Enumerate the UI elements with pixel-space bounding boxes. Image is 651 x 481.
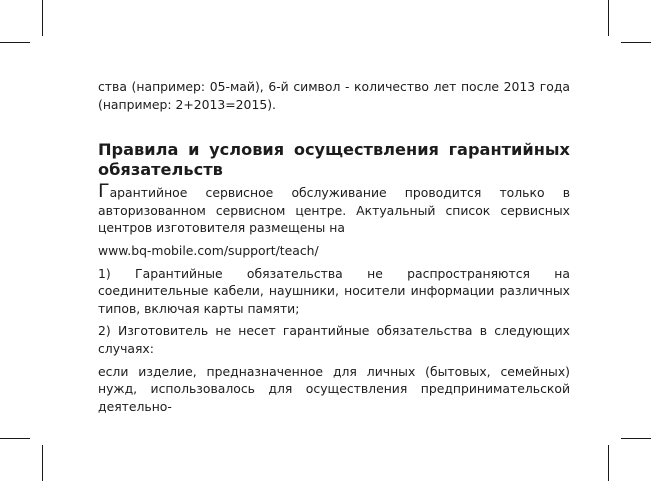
- crop-mark-bottom-right-v: [608, 445, 609, 481]
- crop-mark-top-right-h: [621, 42, 651, 43]
- case-1-paragraph: если изделие, предназначенное для личных (бытовых, семейных) нужд, использовалось для осуществления предпринимательской деятельно-: [98, 363, 570, 414]
- document-page: [98, 78, 570, 415]
- crop-mark-top-right-v: [608, 0, 609, 36]
- drop-cap: Г: [98, 180, 110, 203]
- crop-mark-top-left-h: [0, 42, 30, 43]
- intro-text: арантийное сервисное обслуживание проводится только в авторизованном сервисном центре. Актуальный список сервисных центров изготовителя размещены на: [98, 185, 570, 236]
- rule-2-paragraph: 2) Изготовитель не несет гарантийные обязательства в следующих случаях:: [98, 323, 570, 356]
- rule-1-paragraph: 1) Гарантийные обязательства не распространяются на соединительные кабели, наушники, носители информации различных типов, включая карты памяти;: [98, 265, 570, 316]
- crop-mark-top-left-v: [42, 0, 43, 36]
- crop-mark-bottom-left-v: [42, 445, 43, 481]
- section-title: Правила и условия осуществления гарантийных обязательств: [98, 140, 570, 180]
- continuation-paragraph: ства (например: 05-май), 6-й символ - количество лет после 2013 года (например: 2+2013=2015).: [98, 79, 570, 112]
- crop-mark-bottom-left-h: [0, 438, 30, 439]
- intro-paragraph: [98, 180, 570, 237]
- service-url: www.bq-mobile.com/support/teach/: [98, 242, 319, 258]
- crop-mark-bottom-right-h: [621, 438, 651, 439]
